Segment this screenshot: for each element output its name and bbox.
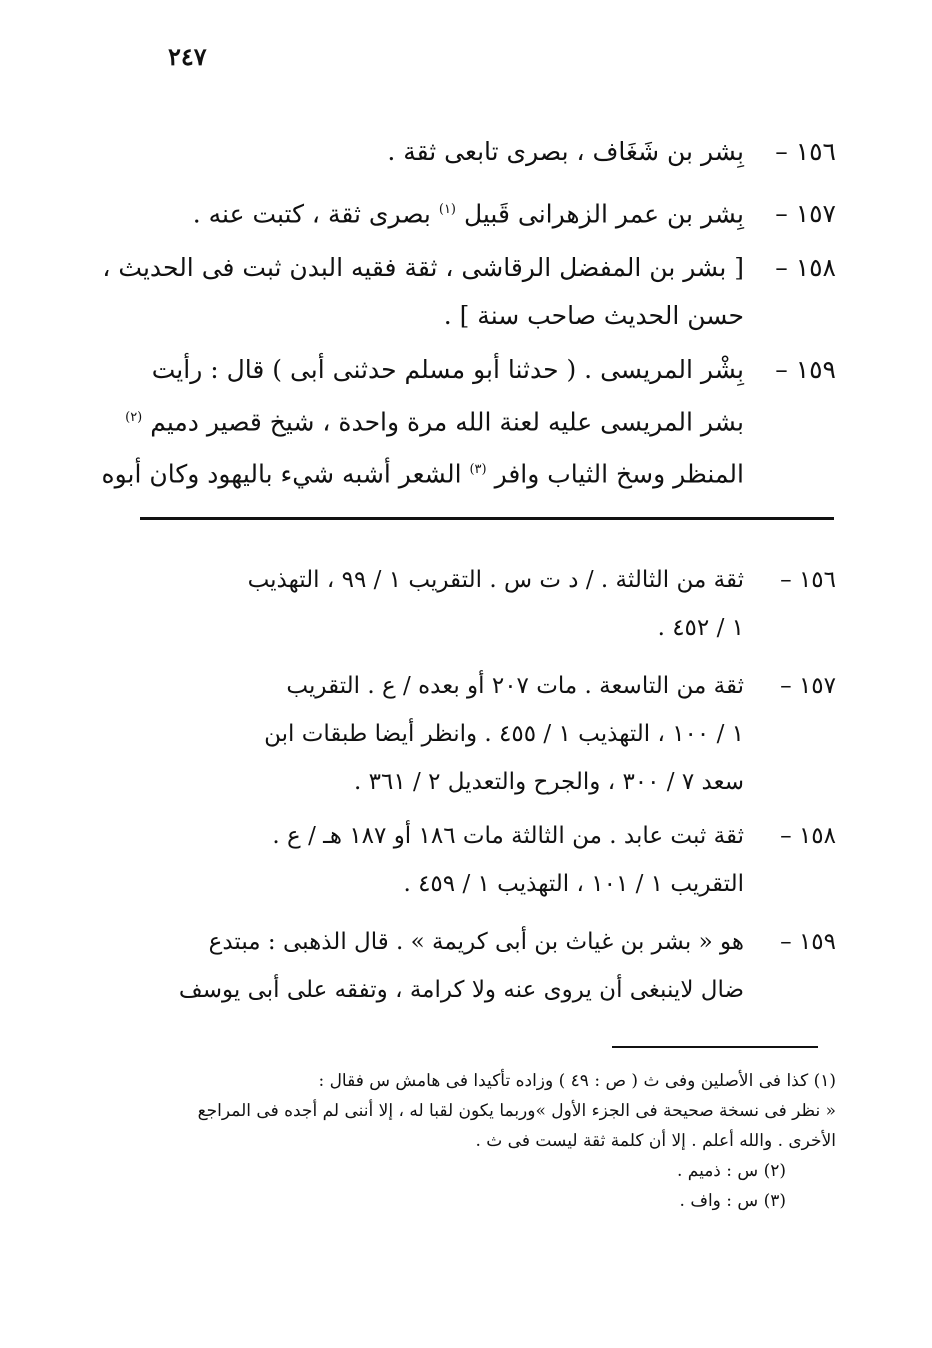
entry-text: بِشر بن عمر الزهرانى قَبيل [463, 199, 744, 229]
entry-text: الشعر أشبه شيء باليهود وكان أبوه [101, 459, 462, 489]
note-text: هو « بشر بن غياث بن أبى كريمة » . قال الذهبى : مبتدع [208, 929, 744, 955]
page-number: ٢٤٧ [168, 42, 207, 71]
note-number: ١٥٩ – [780, 929, 836, 955]
entry-text: بصرى ثقة ، كتبت عنه . [192, 199, 431, 229]
entry-text: بِشر بن شَغَاف ، بصرى تابعى ثقة . [387, 137, 744, 166]
footnote-1-cont: « نظر فى نسخة صحيحة فى الجزء الأول »وربما يكون لقبا له ، إلا أننى لم أجده فى المراجع [197, 1101, 836, 1121]
note-text: سعد ٧ / ٣٠٠ ، والجرح والتعديل ٢ / ٣٦١ . [354, 769, 744, 795]
note-number: ١٥٧ – [780, 673, 836, 699]
entry-156 [387, 128, 836, 176]
footnote-ref: (٣) [469, 462, 487, 478]
note-number: ١٥٨ – [780, 823, 836, 849]
entry-number: ١٥٨ – [775, 253, 836, 282]
entry-number: ١٥٧ – [775, 199, 836, 229]
note-156 [248, 556, 836, 652]
footnote-divider [612, 1046, 818, 1048]
entry-159 [102, 346, 837, 499]
entry-157 [193, 186, 836, 238]
note-text: التقريب ١ / ١٠١ ، التهذيب ١ / ٤٥٩ . [403, 871, 744, 897]
note-157 [264, 662, 836, 806]
entry-text: المنظر وسخ الثياب وافر [494, 459, 744, 489]
entry-text: حسن الحديث صاحب سنة ] . [443, 301, 744, 330]
note-text: ثقة من التاسعة . مات ٢٠٧ أو بعده / ع . التقريب [286, 673, 744, 699]
footnote-2: (٢) س : ذميم . [676, 1161, 786, 1181]
footnote-1-cont: الأخرى . والله أعلم . إلا أن كلمة ثقة ليست فى ث . [475, 1131, 836, 1151]
entry-number: ١٥٩ – [775, 355, 836, 384]
note-text: ثقة ثبت عابد . من الثالثة مات ١٨٦ أو ١٨٧ هـ / ع . [272, 823, 744, 849]
note-text: ١ / ٤٥٢ . [657, 615, 744, 641]
note-158 [272, 812, 836, 908]
note-159 [179, 918, 836, 1014]
entry-text: [ بشر بن المفضل الرقاشى ، ثقة فقيه البدن ثبت فى الحديث ، [102, 253, 744, 282]
footnote-ref: (١) [438, 202, 456, 217]
entry-text: بِشْر المريسى . ( حدثنا أبو مسلم حدثنى أبى ) قال : رأيت [151, 355, 744, 384]
section-divider [140, 517, 834, 520]
footnote-1: (١) كذا فى الأصلين وفى ث ( ص : ٤٩ ) وزاده تأكيدا فى هامش س فقال : [318, 1071, 836, 1091]
footnote-ref: (٢) [125, 410, 143, 425]
footnotes [136, 1066, 836, 1216]
entry-158 [102, 244, 836, 340]
footnote-3: (٣) س : واف . [679, 1191, 786, 1211]
note-text: ١ / ١٠٠ ، التهذيب ١ / ٤٥٥ . وانظر أيضا طبقات ابن [264, 721, 744, 747]
entry-text: بشر المريسى عليه لعنة الله مرة واحدة ، شيخ قصير دميم [150, 407, 744, 437]
entry-number: ١٥٦ – [775, 137, 836, 166]
note-text: ضال لاينبغى أن يروى عنه ولا كرامة ، وتفقه على أبى يوسف [178, 977, 744, 1003]
note-text: ثقة من الثالثة . / د ت س . التقريب ١ / ٩٩ ، التهذيب [247, 567, 744, 593]
note-number: ١٥٦ – [780, 567, 836, 593]
